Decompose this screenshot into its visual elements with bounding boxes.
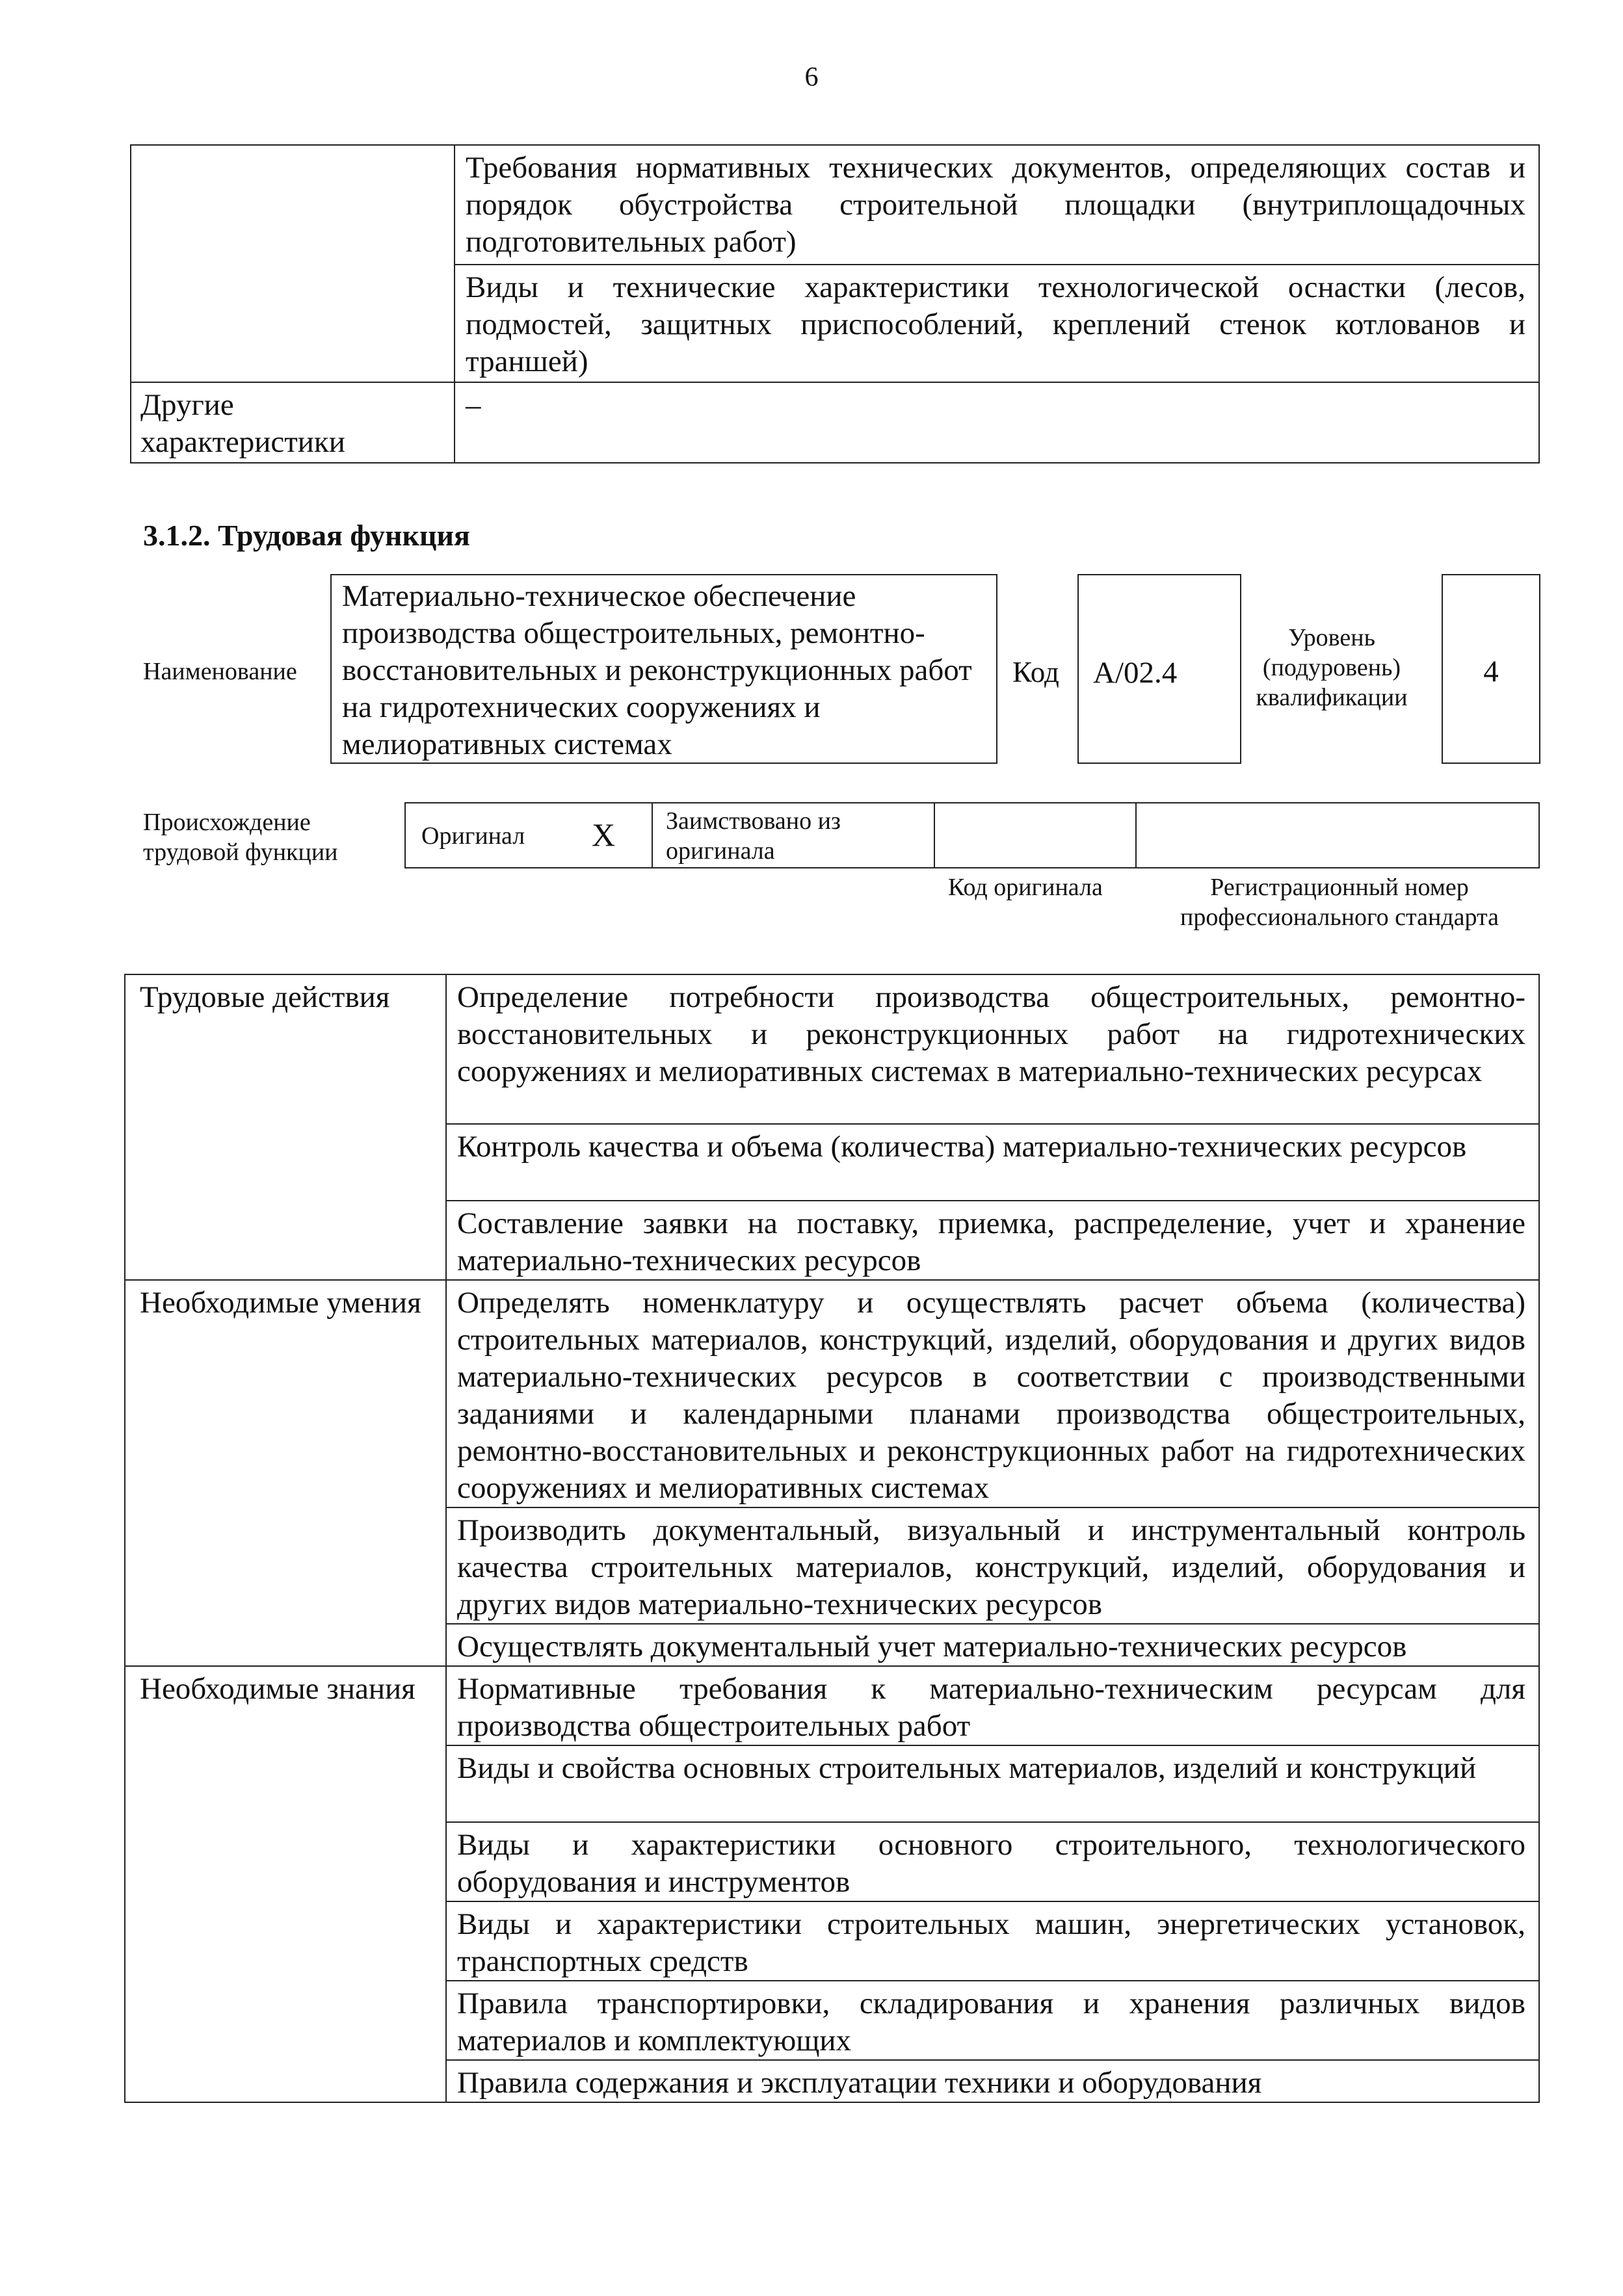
table-cell: Виды и характеристики строительных машин, энергетических установок, транспортных средств [446,1901,1539,1981]
table-cell: Требования нормативных технических документов, определяющих состав и порядок обустройства строительной площадки (внутриплощадочных подготовительных работ) [455,145,1539,265]
table-cell: – [455,382,1539,463]
code-value: А/02.4 [1093,656,1178,690]
page-number: 6 [804,62,819,92]
divider [1135,802,1137,868]
table-cell: Правила транспортировки, складирования и хранения различных видов материалов и комплектующих [446,1981,1539,2060]
level-value: 4 [1483,655,1499,688]
function-name-box [330,574,997,764]
table-cell: Контроль качества и объема (количества) материально-технических ресурсов [446,1124,1539,1201]
origin-label: Происхождение трудовой функции [143,809,338,866]
section-label-actions: Трудовые действия [125,974,446,1280]
row-label: Другие характеристики [131,382,455,463]
section-heading: 3.1.2. Трудовая функция [143,519,470,552]
divider [652,802,653,868]
table-cell: Производить документальный, визуальный и инструментальный контроль качества строительных материалов, конструкций, изделий, оборудования и других видов материально-технических ресурсов [446,1507,1539,1624]
code-label: Код [1012,656,1059,688]
function-name: Материально-техническое обеспечение производства общестроительных, ремонтно-восстановительных и реконструкционных работ на гидротехнических сооружениях и мелиоративных системах [342,579,972,761]
level-label: Уровень (подуровень) квалификации [1256,624,1408,711]
borrowed-label: Заимствовано из оригинала [666,807,841,865]
table-cell: Составление заявки на поставку, приемка, распределение, учет и хранение материально-технических ресурсов [446,1201,1539,1280]
requirements-continuation-table [130,144,1540,463]
empty-label-cell [131,145,455,382]
code-box [1077,574,1241,764]
divider [934,802,935,868]
section-label-knowledge: Необходимые знания [125,1666,446,2102]
table-cell: Виды и технические характеристики технологической оснастки (лесов, подмостей, защитных приспособлений, креплений стенок котлованов и траншей) [455,265,1539,382]
level-box [1442,574,1540,764]
code-original-caption: Код оригинала [948,874,1103,901]
table-cell: Определение потребности производства общестроительных, ремонтно-восстановительных и реконструкционных работ на гидротехнических сооружениях и мелиоративных системах в материально-технических ресурсах [446,974,1539,1124]
table-cell: Определять номенклатуру и осуществлять расчет объема (количества) строительных материалов, конструкций, изделий, оборудования и других видов материально-технических ресурсов в соответствии с производственными заданиями и календарными планами производства общестроительных, ремонтно-восстановительных и реконструкционных работ на гидротехнических сооружениях и мелиоративных системах [446,1280,1539,1507]
table-cell: Виды и свойства основных строительных материалов, изделий и конструкций [446,1745,1539,1822]
table-cell: Правила содержания и эксплуатации техники и оборудования [446,2060,1539,2102]
reg-number-caption: Регистрационный номер профессионального стандарта [1180,874,1499,931]
origin-box [404,802,1540,868]
function-details-table [124,974,1540,2103]
table-cell: Осуществлять документальный учет материально-технических ресурсов [446,1624,1539,1666]
table-cell: Нормативные требования к материально-техническим ресурсам для производства общестроительных работ [446,1666,1539,1745]
original-label: Оригинал [421,822,525,850]
name-label: Наименование [143,658,297,685]
original-mark: X [592,816,616,853]
table-cell: Виды и характеристики основного строительного, технологического оборудования и инструментов [446,1822,1539,1901]
section-label-skills: Необходимые умения [125,1280,446,1666]
